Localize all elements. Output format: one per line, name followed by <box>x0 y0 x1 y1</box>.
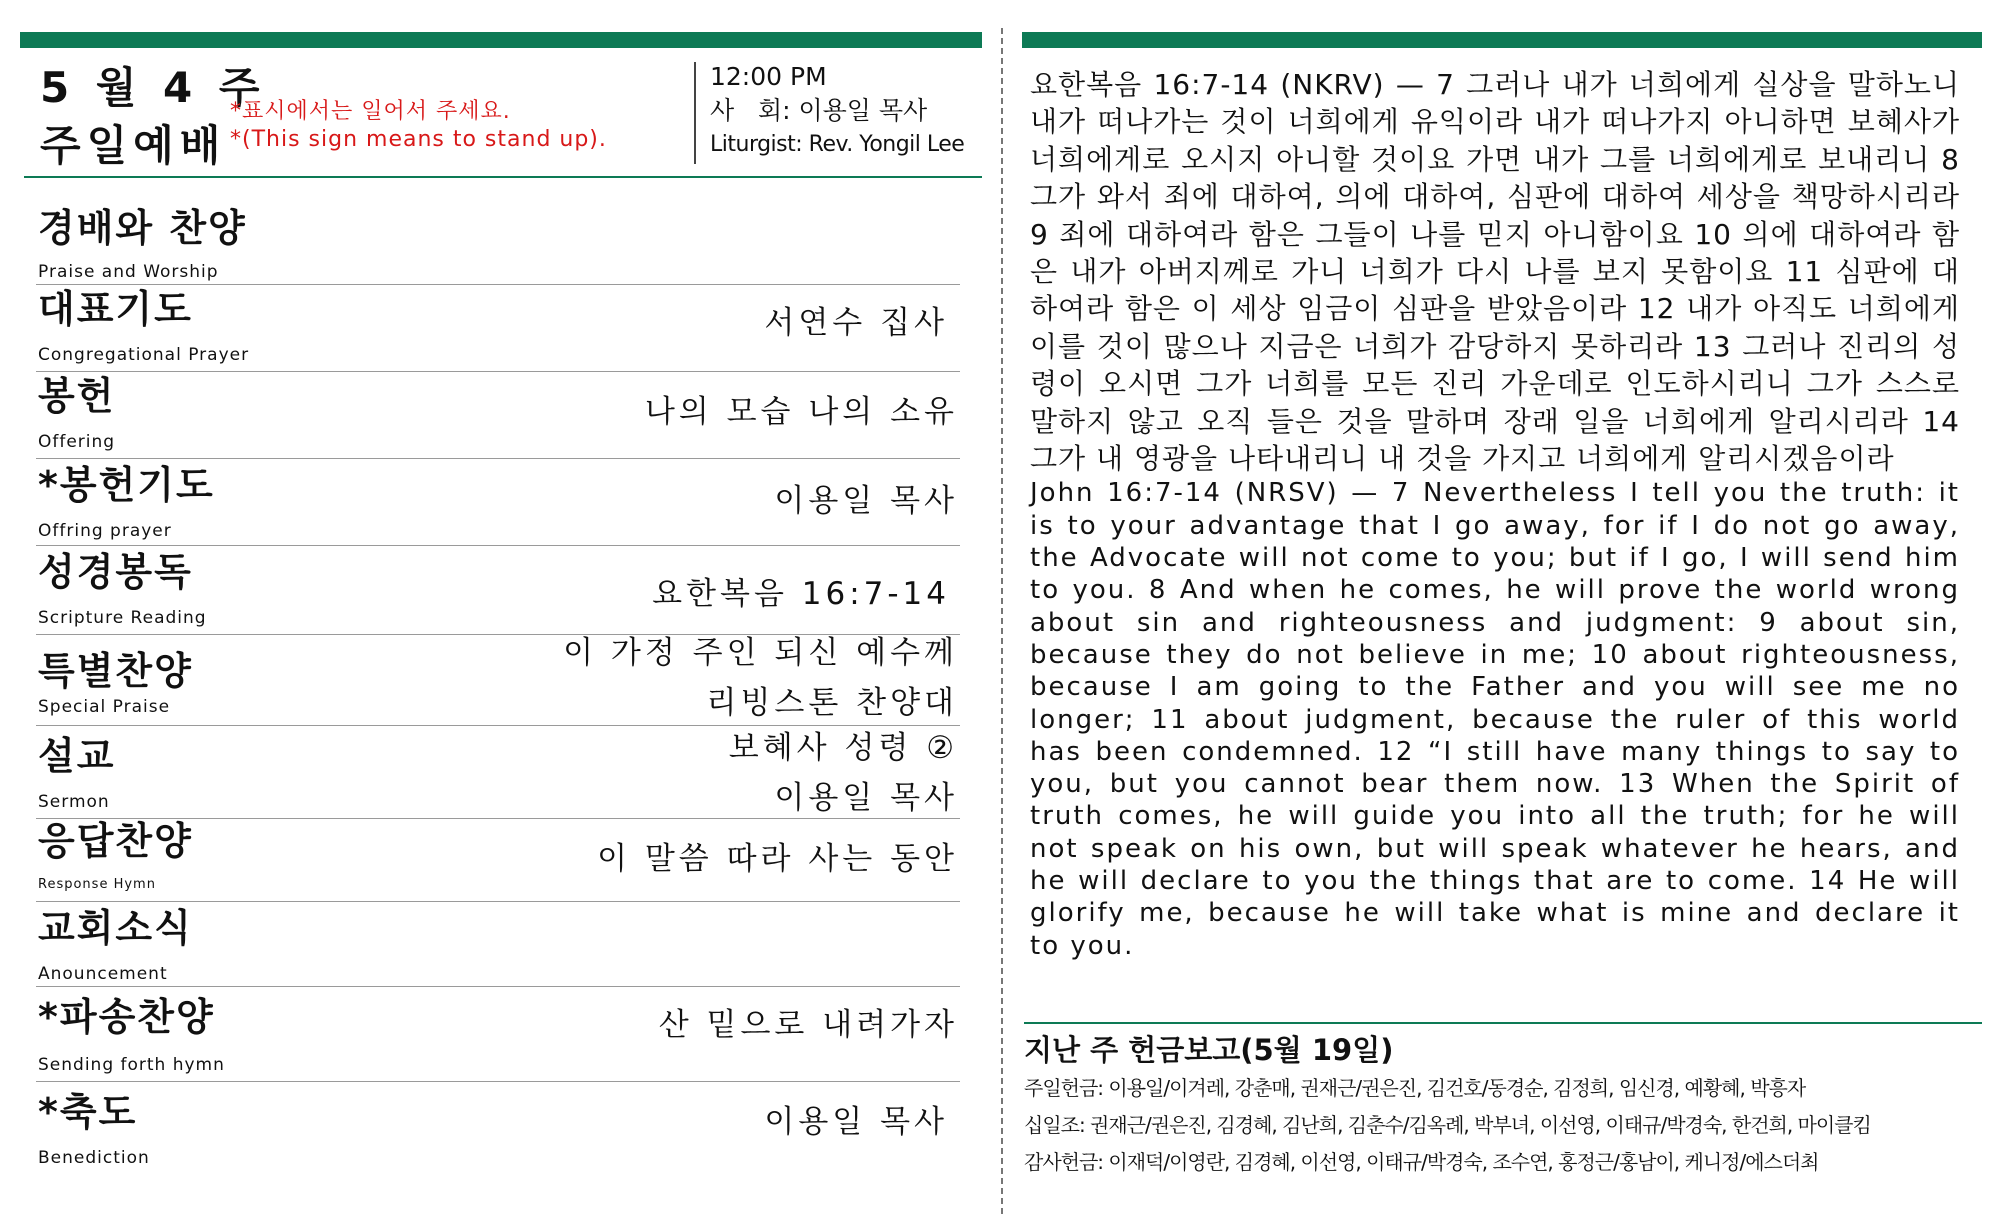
order-item-ko: 설교 <box>38 734 116 778</box>
order-item-en: Sending forth hymn <box>38 1055 225 1075</box>
service-week: 5 월 4 주 <box>40 63 266 112</box>
stand-note-ko: *표시에서는 일어서 주세요. <box>230 99 511 124</box>
offering-report <box>1024 1030 1974 1181</box>
order-item-detail: 이용일 목사 <box>774 483 958 519</box>
order-item-en: Anouncement <box>38 964 168 984</box>
order-item-en: Offering <box>38 432 116 452</box>
order-item-ko: 응답찬양 <box>38 819 193 863</box>
order-item-en: Congregational Prayer <box>38 345 250 365</box>
stand-note-en: *(This sign means to stand up). <box>230 127 607 152</box>
order-item-detail-2: 이용일 목사 <box>774 780 958 816</box>
service-info <box>710 60 964 162</box>
offering-line-tithe: 십일조: 권재근/권은진, 김경혜, 김난희, 김춘수/김옥례, 박부녀, 이선영, 이태규/박경숙, 한건희, 마이클킴 <box>1024 1113 1871 1137</box>
order-item-detail: 보혜사 성령 ② <box>728 730 958 766</box>
order-item-detail: 서연수 집사 <box>764 305 948 341</box>
right-top-bar <box>1022 32 1982 48</box>
order-item-detail: 요한복음 16:7-14 <box>652 576 950 612</box>
order-item <box>36 285 960 372</box>
order-item-en: Scripture Reading <box>38 608 207 628</box>
order-item <box>36 635 960 726</box>
order-item-ko: 특별찬양 <box>38 649 193 693</box>
order-item <box>36 987 960 1082</box>
order-item-en: Special Praise <box>38 697 171 717</box>
order-item <box>36 196 960 285</box>
order-item-en: Offring prayer <box>38 521 172 541</box>
stand-note <box>230 98 607 154</box>
header-rule <box>24 176 982 178</box>
order-of-service <box>36 196 960 1172</box>
order-item-ko: *파송찬양 <box>38 995 215 1039</box>
order-item-ko: 교회소식 <box>38 906 193 950</box>
order-item-detail: 나의 모습 나의 소유 <box>644 394 958 430</box>
scripture-english: John 16:7-14 (NRSV) — 7 Nevertheless I tell you the truth: it is to your advantage that I go away, for if I do not go away, the Advocate will not come to you; but if I go, I will send him to you. 8 And when he comes, he will prove the world wrong about sin and righteousness and judgment: 9 about sin, because they do not believe in me; 10 about righteousness, because I am going to the Father and you will see me no longer; 11 about judgment, because the ruler of this world has been condemned. 12 “I still have many things to say to you, but you cannot bear them now. 13 When the Spirit of truth comes, he will guide you into all the truth; for he will not speak on his own, but will speak whatever he hears, and he will declare to you the things that are to come. 14 He will glorify me, because he will take what is mine and declare it to you. <box>1030 478 1960 961</box>
order-item-en: Praise and Worship <box>38 262 219 282</box>
offering-rule <box>1024 1022 1982 1024</box>
order-item-ko: 경배와 찬양 <box>38 206 247 250</box>
order-item-detail-2: 리빙스톤 찬양대 <box>706 685 958 721</box>
order-item-ko: 봉헌 <box>38 374 116 418</box>
order-item-en: Response Hymn <box>38 877 156 892</box>
offering-line-thanks: 감사헌금: 이재덕/이영란, 김경혜, 이선영, 이태규/박경숙, 조수연, 홍정근/홍남이, 케니정/에스더최 <box>1024 1150 1819 1174</box>
order-item <box>36 726 960 819</box>
order-item-detail: 산 밑으로 내려가자 <box>658 1007 958 1043</box>
order-item <box>36 459 960 546</box>
offering-title: 지난 주 헌금보고(5월 19일) <box>1024 1033 1394 1067</box>
order-item <box>36 902 960 987</box>
offering-line-sunday: 주일헌금: 이용일/이겨레, 강춘매, 권재근/권은진, 김건호/동경순, 김정희, 임신경, 예황혜, 박흥자 <box>1024 1076 1806 1100</box>
order-item <box>36 546 960 635</box>
liturgist: Liturgist: Rev. Yongil Lee <box>710 132 965 157</box>
order-item-ko: 성경봉독 <box>38 550 193 594</box>
left-top-bar <box>20 32 982 48</box>
presider: 사 회: 이용일 목사 <box>710 96 928 125</box>
order-item-detail: 이 가정 주인 되신 예수께 <box>563 635 958 671</box>
order-item-en: Sermon <box>38 792 110 812</box>
page-fold-divider <box>1001 28 1003 1214</box>
header-separator <box>694 62 696 164</box>
order-item-en: Benediction <box>38 1148 150 1168</box>
scripture-text <box>1030 66 1960 962</box>
service-name: 주일예배 <box>40 121 227 170</box>
order-item-ko: *축도 <box>38 1090 138 1134</box>
order-item-ko: 대표기도 <box>38 287 193 331</box>
order-item-detail: 이 말씀 따라 사는 동안 <box>597 841 958 877</box>
service-time: 12:00 PM <box>710 62 827 91</box>
order-item <box>36 372 960 459</box>
order-item <box>36 1082 960 1172</box>
order-item <box>36 819 960 902</box>
scripture-korean: 요한복음 16:7-14 (NKRV) — 7 그러나 내가 너희에게 실상을 말하노니 내가 떠나가는 것이 너희에게 유익이라 내가 떠나가지 아니하면 보혜사가 너희에게로 오시지 아니할 것이요 가면 내가 그를 너희에게로 보내리니 8 그가 와서 죄에 대하여, 의에 대하여, 심판에 대하여 세상을 책망하시리라 9 죄에 대하여라 함은 그들이 나를 믿지 아니함이요 10 의에 대하여라 함은 내가 아버지께로 가니 너희가 다시 나를 보지 못함이요 11 심판에 대하여라 함은 이 세상 임금이 심판을 받았음이라 12 내가 아직도 너희에게 이를 것이 많으나 지금은 너희가 감당하지 못하리라 13 그러나 진리의 성령이 오시면 그가 너희를 모든 진리 가운데로 인도하시리니 그가 스스로 말하지 않고 오직 들은 것을 말하며 장래 일을 너희에게 알리시리라 14 그가 내 영광을 나타내리니 내 것을 가지고 너희에게 알리시겠음이라 <box>1030 68 1960 476</box>
order-item-ko: *봉헌기도 <box>38 463 215 507</box>
order-item-detail: 이용일 목사 <box>764 1104 948 1140</box>
